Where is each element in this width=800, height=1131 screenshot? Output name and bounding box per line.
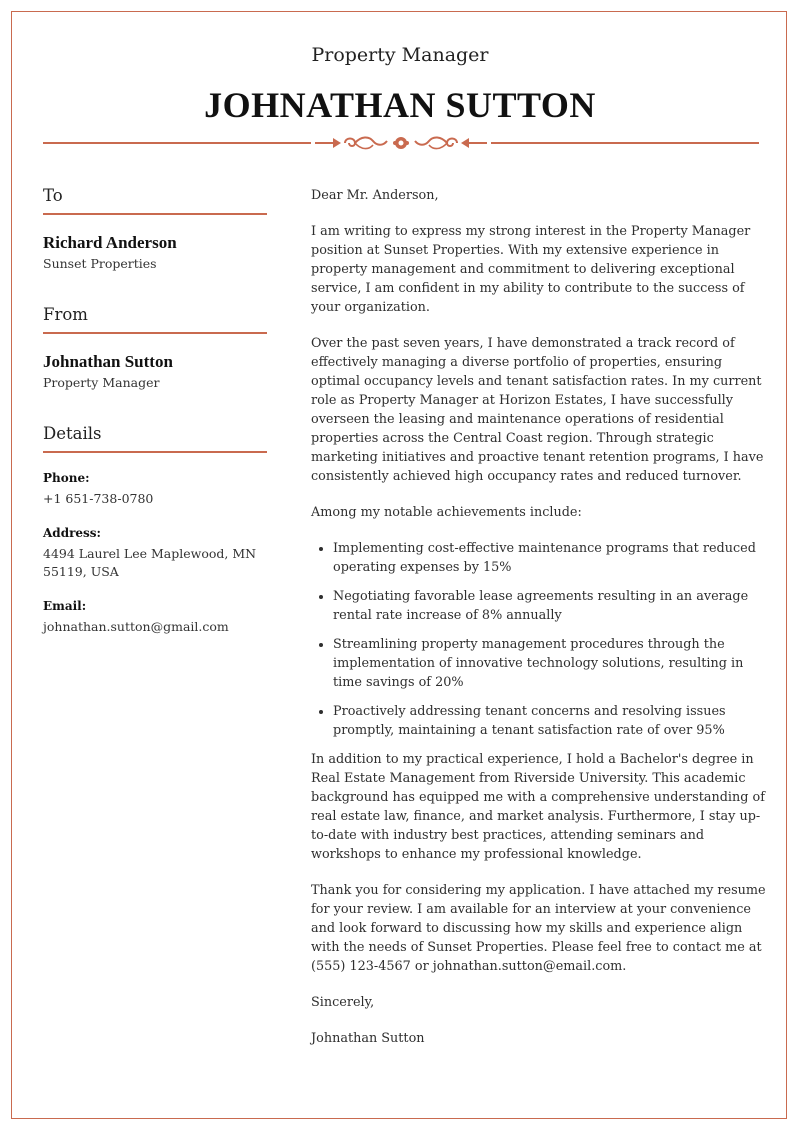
paragraph-intro: I am writing to express my strong interest in the Property Manager position at Sunset Properties. With my extensive experience in property management and commitment to delivering exceptional service, I am confident in my ability to contribute to the success of your organization. (311, 224, 751, 315)
phone-label: Phone: (43, 471, 90, 485)
letter-body (311, 186, 766, 1065)
divider-rule-right (491, 142, 759, 144)
paragraph-education: In addition to my practical experience, I hold a Bachelor's degree in Real Estate Management from Riverside University. This academic background has equipped me with a comprehensive understanding of real estate law, finance, and market analysis. Furthermore, I stay up-to-date with industry best practices, attending seminars and workshops to enhance my professional knowledge. (311, 752, 765, 862)
email-value: johnathan.sutton@gmail.com (43, 619, 229, 634)
signature: Johnathan Sutton (311, 1031, 425, 1046)
from-heading: From (43, 305, 267, 334)
salutation: Dear Mr. Anderson, (311, 188, 439, 203)
address-label: Address: (43, 526, 101, 540)
to-heading: To (43, 186, 267, 215)
sender-title: Property Manager (43, 375, 160, 390)
job-title: Property Manager (311, 44, 489, 66)
phone-value: +1 651-738-0780 (43, 491, 154, 506)
list-item: • Implementing cost-effective maintenance programs that reduced operating expenses by 15% (333, 539, 766, 577)
recipient-name: Richard Anderson (43, 233, 177, 252)
list-item: • Proactively addressing tenant concerns and resolving issues promptly, maintaining a tenant satisfaction rate of over 95% (333, 702, 766, 740)
address-value: 4494 Laurel Lee Maplewood, MN 55119, USA (43, 546, 257, 579)
achievements-intro: Among my notable achievements include: (311, 505, 582, 520)
sidebar (43, 186, 267, 636)
email-label: Email: (43, 599, 87, 613)
applicant-name: JOHNATHAN SUTTON (204, 85, 596, 125)
paragraph-closing: Thank you for considering my application. I have attached my resume for your review. I am available for an interview at your convenience and look forward to discussing how my skills and experience align with the needs of Sunset Properties. Please feel free to contact me at (555) 123-4567 or johnathan.sutton@email.com. (311, 883, 766, 974)
list-item: • Negotiating favorable lease agreements resulting in an average rental rate increase of 8% annually (333, 587, 766, 625)
sender-name: Johnathan Sutton (43, 352, 173, 371)
recipient-company: Sunset Properties (43, 256, 157, 271)
list-item: • Streamlining property management procedures through the implementation of innovative technology solutions, resulting in time savings of 20% (333, 635, 766, 692)
paragraph-experience: Over the past seven years, I have demonstrated a track record of effectively managing a diverse portfolio of properties, ensuring optimal occupancy levels and tenant satisfaction rates. In my current role as Property Manager at Horizon Estates, I have successfully overseen the leasing and maintenance operations of residential properties across the Central Coast region. Through strategic marketing initiatives and proactive tenant retention programs, I have consistently achieved high occupancy rates and reduced turnover. (311, 336, 764, 484)
closing: Sincerely, (311, 995, 375, 1010)
divider-rule-left (43, 142, 311, 144)
details-heading: Details (43, 424, 267, 453)
achievements-list (311, 539, 766, 740)
header-divider (43, 131, 759, 155)
flourish-ornament-icon (311, 131, 491, 155)
